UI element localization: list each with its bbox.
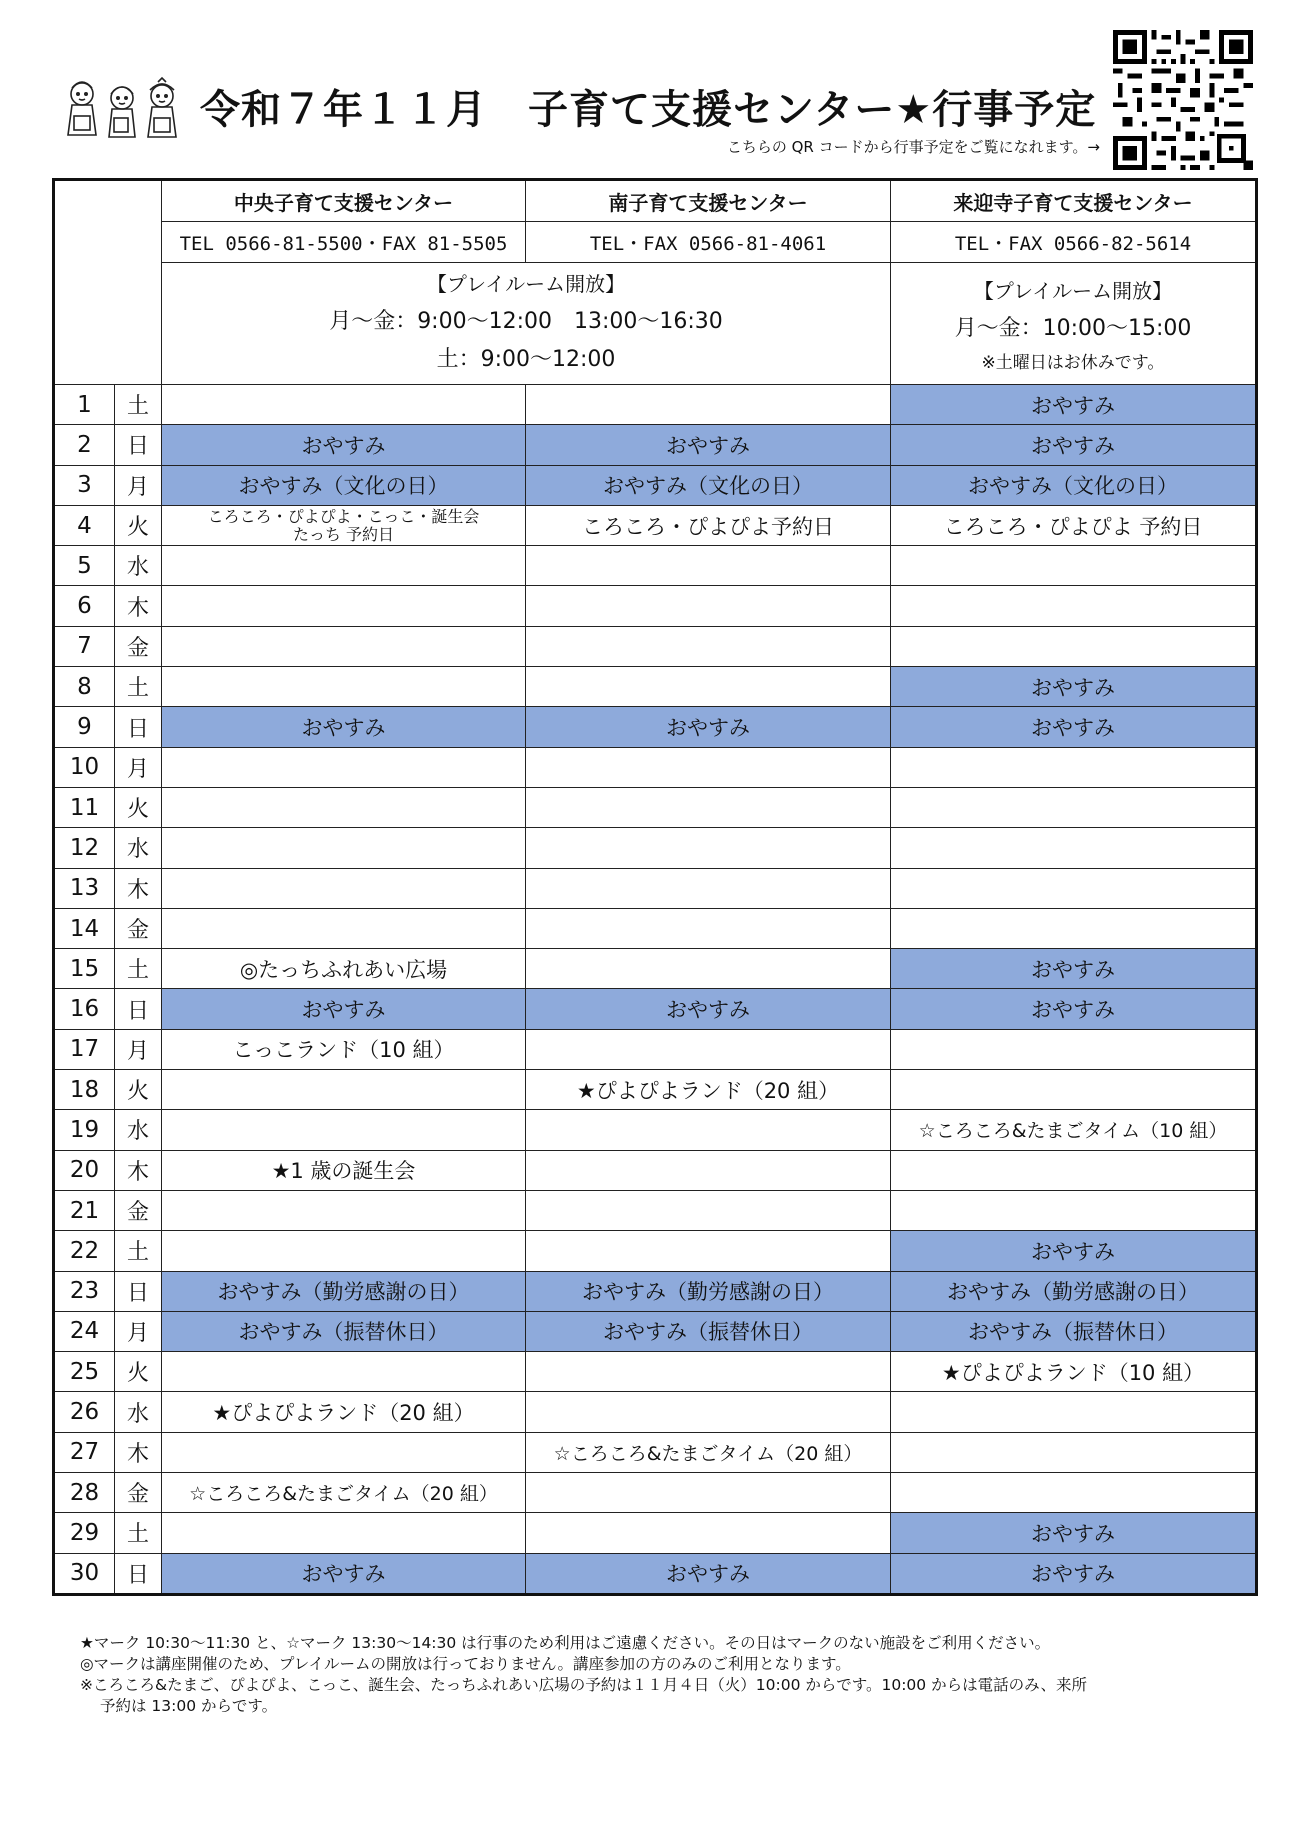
day-number: 27 <box>54 1432 115 1472</box>
day-number: 6 <box>54 586 115 626</box>
table-row <box>54 828 1257 868</box>
day-number: 5 <box>54 546 115 586</box>
playroom-note-c: ※土曜日はお休みです。 <box>981 352 1165 373</box>
table-row <box>54 747 1257 787</box>
event-minami: おやすみ <box>526 707 891 747</box>
event-raigoji <box>891 1432 1257 1472</box>
event-chuo <box>162 1432 526 1472</box>
playroom-saturday-ab: 土：9:00～12:00 <box>436 347 616 372</box>
event-raigoji <box>891 586 1257 626</box>
event-chuo <box>162 787 526 827</box>
day-of-week: 金 <box>115 626 162 666</box>
center-name-raigoji: 来迎寺子育て支援センター <box>891 180 1257 222</box>
event-minami <box>526 908 891 948</box>
event-chuo: おやすみ <box>162 425 526 465</box>
day-number: 4 <box>54 505 115 545</box>
center-tel-chuo: TEL 0566-81-5500・FAX 81-5505 <box>162 222 526 263</box>
table-row <box>54 1271 1257 1311</box>
event-raigoji <box>891 1150 1257 1190</box>
table-row <box>54 787 1257 827</box>
day-number: 28 <box>54 1473 115 1513</box>
event-minami: おやすみ <box>526 425 891 465</box>
day-of-week: 日 <box>115 707 162 747</box>
event-raigoji <box>891 1029 1257 1069</box>
event-raigoji: おやすみ（振替休日） <box>891 1311 1257 1351</box>
event-raigoji: おやすみ <box>891 385 1257 425</box>
event-raigoji: おやすみ（勤労感謝の日） <box>891 1271 1257 1311</box>
event-minami <box>526 385 891 425</box>
day-number: 11 <box>54 787 115 827</box>
day-number: 21 <box>54 1190 115 1230</box>
table-row <box>54 626 1257 666</box>
event-chuo: ☆ころころ&たまごタイム（20 組） <box>162 1473 526 1513</box>
table-row <box>54 1513 1257 1553</box>
corner-cell <box>54 180 162 385</box>
event-chuo <box>162 747 526 787</box>
event-raigoji <box>891 868 1257 908</box>
event-chuo <box>162 828 526 868</box>
table-row <box>54 908 1257 948</box>
day-number: 1 <box>54 385 115 425</box>
table-row <box>54 868 1257 908</box>
center-tel-minami: TEL・FAX 0566-81-4061 <box>526 222 891 263</box>
qr-code <box>1113 30 1253 170</box>
table-row <box>54 1070 1257 1110</box>
event-minami: ☆ころころ&たまごタイム（20 組） <box>526 1432 891 1472</box>
event-minami: おやすみ（文化の日） <box>526 465 891 505</box>
event-minami <box>526 546 891 586</box>
event-chuo <box>162 1190 526 1230</box>
day-of-week: 月 <box>115 465 162 505</box>
event-chuo <box>162 546 526 586</box>
event-minami: おやすみ <box>526 1553 891 1594</box>
day-of-week: 日 <box>115 1553 162 1594</box>
table-row <box>54 1392 1257 1432</box>
day-number: 26 <box>54 1392 115 1432</box>
day-number: 2 <box>54 425 115 465</box>
table-row <box>54 1311 1257 1351</box>
table-row <box>54 465 1257 505</box>
table-row <box>54 1150 1257 1190</box>
event-minami <box>526 949 891 989</box>
day-number: 22 <box>54 1231 115 1271</box>
day-of-week: 水 <box>115 828 162 868</box>
day-number: 14 <box>54 908 115 948</box>
qr-note: こちらの QR コードから行事予定をご覧になれます。→ <box>726 138 1100 156</box>
event-chuo <box>162 586 526 626</box>
day-of-week: 日 <box>115 989 162 1029</box>
event-raigoji <box>891 747 1257 787</box>
event-chuo: おやすみ（文化の日） <box>162 465 526 505</box>
event-chuo: おやすみ（勤労感謝の日） <box>162 1271 526 1311</box>
day-number: 23 <box>54 1271 115 1311</box>
event-minami <box>526 1110 891 1150</box>
event-raigoji: おやすみ <box>891 1553 1257 1594</box>
table-row <box>54 1553 1257 1594</box>
center-name-minami: 南子育て支援センター <box>526 180 891 222</box>
day-of-week: 土 <box>115 667 162 707</box>
event-chuo: ★1 歳の誕生会 <box>162 1150 526 1190</box>
day-number: 30 <box>54 1553 115 1594</box>
day-number: 24 <box>54 1311 115 1351</box>
table-row <box>54 505 1257 545</box>
table-row <box>54 385 1257 425</box>
event-chuo: こっこランド（10 組） <box>162 1029 526 1069</box>
day-of-week: 月 <box>115 1029 162 1069</box>
footnotes <box>80 1633 1230 1717</box>
day-number: 19 <box>54 1110 115 1150</box>
event-chuo <box>162 626 526 666</box>
playroom-title-c: 【プレイルーム開放】 <box>973 278 1173 303</box>
event-raigoji: ☆ころころ&たまごタイム（10 組） <box>891 1110 1257 1150</box>
table-row <box>54 707 1257 747</box>
day-of-week: 木 <box>115 586 162 626</box>
event-chuo: ころころ・ぴよぴよ・こっこ・誕生会 たっち 予約日 <box>162 505 526 545</box>
day-number: 25 <box>54 1352 115 1392</box>
event-minami: ころころ・ぴよぴよ予約日 <box>526 505 891 545</box>
day-of-week: 月 <box>115 1311 162 1351</box>
day-of-week: 金 <box>115 1473 162 1513</box>
footnote-reservation-cont: 予約は 13:00 からです。 <box>100 1697 278 1715</box>
mascot-illustration <box>62 74 187 144</box>
day-of-week: 木 <box>115 1432 162 1472</box>
event-chuo <box>162 868 526 908</box>
event-minami <box>526 1029 891 1069</box>
day-of-week: 金 <box>115 908 162 948</box>
event-chuo <box>162 1231 526 1271</box>
event-raigoji: おやすみ <box>891 667 1257 707</box>
day-of-week: 土 <box>115 385 162 425</box>
table-row <box>54 586 1257 626</box>
day-of-week: 木 <box>115 1150 162 1190</box>
day-number: 17 <box>54 1029 115 1069</box>
day-of-week: 日 <box>115 425 162 465</box>
event-raigoji: ころころ・ぴよぴよ 予約日 <box>891 505 1257 545</box>
day-of-week: 土 <box>115 1231 162 1271</box>
event-raigoji: ★ぴよぴよランド（10 組） <box>891 1352 1257 1392</box>
event-chuo <box>162 1352 526 1392</box>
day-of-week: 日 <box>115 1271 162 1311</box>
event-chuo: ◎たっちふれあい広場 <box>162 949 526 989</box>
event-minami <box>526 626 891 666</box>
day-of-week: 土 <box>115 1513 162 1553</box>
day-number: 18 <box>54 1070 115 1110</box>
event-chuo <box>162 667 526 707</box>
event-raigoji <box>891 1070 1257 1110</box>
playroom-weekday-ab: 月～金：9:00～12:00 13:00～16:30 <box>329 309 723 334</box>
event-chuo <box>162 385 526 425</box>
event-raigoji: おやすみ <box>891 1231 1257 1271</box>
event-minami <box>526 1150 891 1190</box>
day-of-week: 月 <box>115 747 162 787</box>
table-row <box>54 989 1257 1029</box>
day-number: 15 <box>54 949 115 989</box>
event-minami <box>526 1190 891 1230</box>
event-minami: おやすみ（振替休日） <box>526 1311 891 1351</box>
event-minami <box>526 1473 891 1513</box>
footnote-reservation: ※ころころ&たまご、ぴよぴよ、こっこ、誕生会、たっちふれあい広場の予約は１１月４日（火）10:00 からです。10:00 からは電話のみ、来所 <box>80 1676 1087 1694</box>
event-raigoji <box>891 546 1257 586</box>
day-number: 29 <box>54 1513 115 1553</box>
playroom-hours-ab <box>162 263 891 385</box>
event-minami <box>526 828 891 868</box>
event-minami <box>526 1352 891 1392</box>
playroom-hours-c <box>891 263 1257 385</box>
table-row <box>54 1231 1257 1271</box>
event-raigoji <box>891 1392 1257 1432</box>
event-raigoji: おやすみ <box>891 989 1257 1029</box>
event-minami: おやすみ（勤労感謝の日） <box>526 1271 891 1311</box>
center-name-chuo: 中央子育て支援センター <box>162 180 526 222</box>
event-minami <box>526 1231 891 1271</box>
event-raigoji: おやすみ <box>891 425 1257 465</box>
event-raigoji <box>891 908 1257 948</box>
table-row <box>54 949 1257 989</box>
table-row <box>54 425 1257 465</box>
day-of-week: 木 <box>115 868 162 908</box>
table-row <box>54 1432 1257 1472</box>
event-chuo: おやすみ <box>162 707 526 747</box>
day-of-week: 火 <box>115 787 162 827</box>
event-minami <box>526 1392 891 1432</box>
event-chuo: ★ぴよぴよランド（20 組） <box>162 1392 526 1432</box>
footnote-star: ★マーク 10:30～11:30 と、☆マーク 13:30～14:30 は行事のため利用はご遠慮ください。その日はマークのない施設をご利用ください。 <box>80 1634 1051 1652</box>
event-minami <box>526 747 891 787</box>
page-title: 令和７年１１月 子育て支援センター★行事予定 <box>200 87 1097 133</box>
event-minami <box>526 868 891 908</box>
day-number: 20 <box>54 1150 115 1190</box>
day-of-week: 火 <box>115 1070 162 1110</box>
event-raigoji <box>891 626 1257 666</box>
day-number: 9 <box>54 707 115 747</box>
day-number: 8 <box>54 667 115 707</box>
event-chuo <box>162 908 526 948</box>
footnote-double-circle: ◎マークは講座開催のため、プレイルームの開放は行っておりません。講座参加の方のみのご利用となります。 <box>80 1655 851 1673</box>
table-row <box>54 546 1257 586</box>
day-of-week: 火 <box>115 505 162 545</box>
event-raigoji <box>891 787 1257 827</box>
event-raigoji: おやすみ（文化の日） <box>891 465 1257 505</box>
day-number: 3 <box>54 465 115 505</box>
table-row <box>54 1029 1257 1069</box>
event-raigoji <box>891 1190 1257 1230</box>
day-of-week: 火 <box>115 1352 162 1392</box>
day-of-week: 土 <box>115 949 162 989</box>
event-chuo: おやすみ <box>162 989 526 1029</box>
event-raigoji: おやすみ <box>891 949 1257 989</box>
page-header <box>0 0 1300 170</box>
event-raigoji <box>891 828 1257 868</box>
table-row <box>54 1110 1257 1150</box>
event-minami <box>526 667 891 707</box>
event-raigoji <box>891 1473 1257 1513</box>
table-row <box>54 1352 1257 1392</box>
day-of-week: 水 <box>115 1110 162 1150</box>
table-row <box>54 1190 1257 1230</box>
event-minami: ★ぴよぴよランド（20 組） <box>526 1070 891 1110</box>
playroom-weekday-c: 月～金：10:00～15:00 <box>954 315 1192 341</box>
event-minami <box>526 586 891 626</box>
event-minami <box>526 787 891 827</box>
event-chuo <box>162 1070 526 1110</box>
event-chuo: おやすみ <box>162 1553 526 1594</box>
day-number: 12 <box>54 828 115 868</box>
day-number: 10 <box>54 747 115 787</box>
event-chuo: おやすみ（振替休日） <box>162 1311 526 1351</box>
event-chuo <box>162 1110 526 1150</box>
day-of-week: 金 <box>115 1190 162 1230</box>
center-tel-raigoji: TEL・FAX 0566-82-5614 <box>891 222 1257 263</box>
day-number: 7 <box>54 626 115 666</box>
event-minami: おやすみ <box>526 989 891 1029</box>
day-of-week: 水 <box>115 1392 162 1432</box>
playroom-title-ab: 【プレイルーム開放】 <box>426 272 626 296</box>
day-of-week: 水 <box>115 546 162 586</box>
day-number: 13 <box>54 868 115 908</box>
day-number: 16 <box>54 989 115 1029</box>
schedule-table <box>52 178 1258 1596</box>
table-row <box>54 667 1257 707</box>
table-row <box>54 1473 1257 1513</box>
event-raigoji: おやすみ <box>891 707 1257 747</box>
event-raigoji: おやすみ <box>891 1513 1257 1553</box>
event-minami <box>526 1513 891 1553</box>
event-chuo <box>162 1513 526 1553</box>
